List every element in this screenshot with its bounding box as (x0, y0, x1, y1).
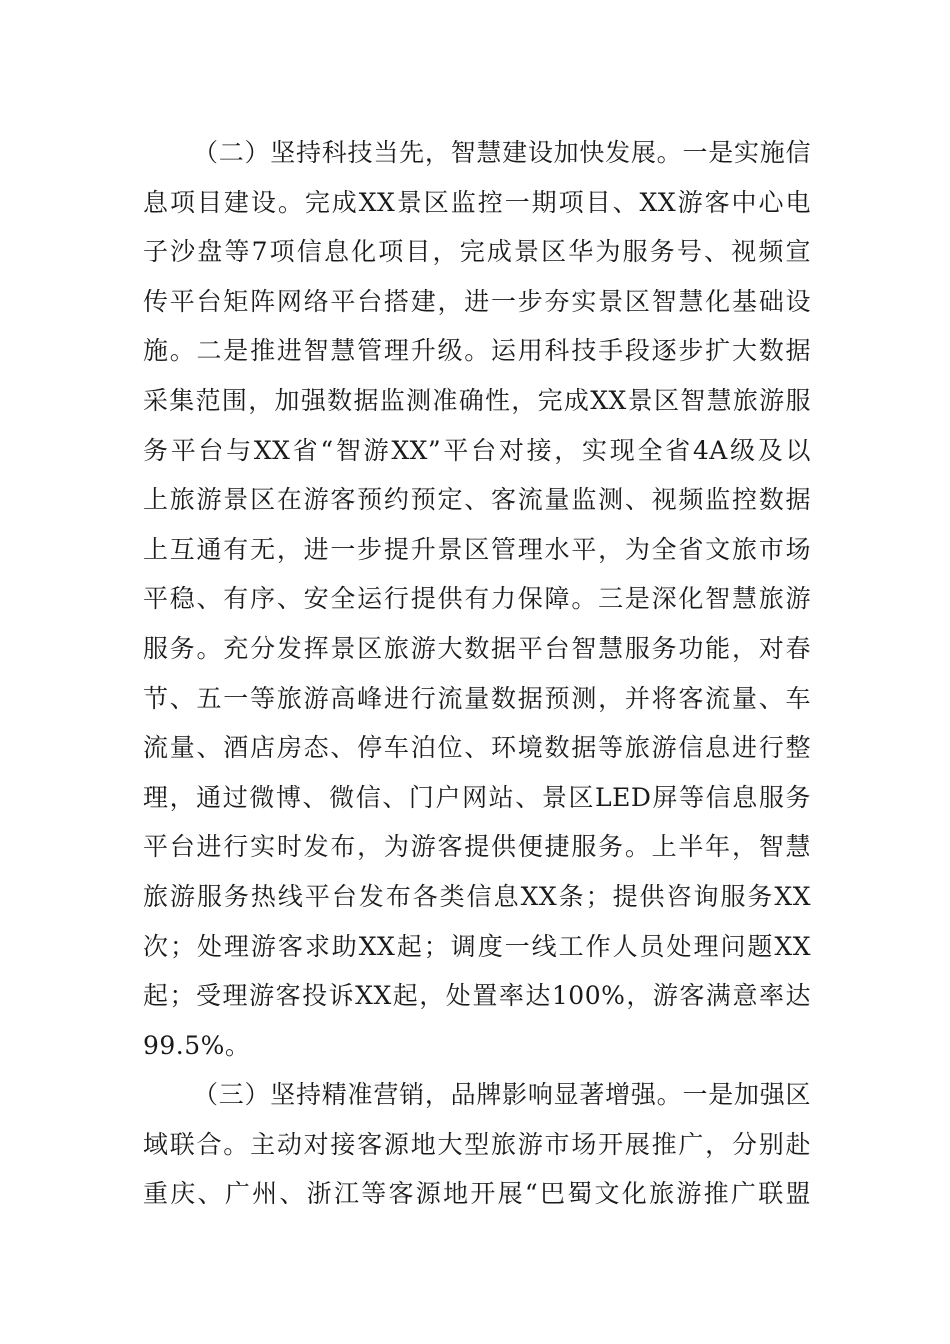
text-line: 上互通有无，进一步提升景区管理水平，为全省文旅市场 (143, 534, 811, 564)
text-line: 子沙盘等7项信息化项目，完成景区华为服务号、视频宣 (143, 237, 811, 267)
text-line: 次；处理游客求助XX起；调度一线工作人员处理问题XX (143, 931, 811, 961)
text-line: 旅游服务热线平台发布各类信息XX条；提供咨询服务XX (143, 881, 811, 911)
paragraph-precision-marketing (143, 1070, 811, 1219)
text-line: 上旅游景区在游客预约预定、客流量监测、视频监控数据 (143, 485, 811, 515)
paragraph-smart-construction (143, 128, 811, 1070)
text-line: 采集范围，加强数据监测准确性，完成XX景区智慧旅游服 (143, 385, 811, 415)
text-line: 重庆、广州、浙江等客源地开展“巴蜀文化旅游推广联盟 (143, 1179, 811, 1209)
text-line: 服务。充分发挥景区旅游大数据平台智慧服务功能，对春 (143, 633, 811, 663)
text-line: 务平台与XX省“智游XX”平台对接，实现全省4A级及以 (143, 435, 811, 465)
text-line: 平稳、有序、安全运行提供有力保障。三是深化智慧旅游 (143, 584, 811, 614)
text-line: 流量、酒店房态、停车泊位、环境数据等旅游信息进行整 (143, 733, 811, 763)
text-line: （三）坚持精准营销，品牌影响显著增强。一是加强区 (193, 1080, 811, 1110)
text-line: 施。二是推进智慧管理升级。运用科技手段逐步扩大数据 (143, 336, 811, 366)
document-body (143, 128, 811, 1219)
text-line: 理，通过微博、微信、门户网站、景区LED屏等信息服务 (143, 782, 811, 812)
text-line: 域联合。主动对接客源地大型旅游市场开展推广，分别赴 (143, 1129, 811, 1159)
text-line: （二）坚持科技当先，智慧建设加快发展。一是实施信 (193, 138, 811, 167)
text-line: 传平台矩阵网络平台搭建，进一步夯实景区智慧化基础设 (143, 286, 811, 316)
text-line: 平台进行实时发布，为游客提供便捷服务。上半年，智慧 (143, 832, 811, 862)
text-line: 99.5%。 (143, 1030, 251, 1060)
text-line: 息项目建设。完成XX景区监控一期项目、XX游客中心电 (143, 187, 811, 217)
text-line: 起；受理游客投诉XX起，处置率达100%，游客满意率达 (143, 981, 811, 1011)
text-line: 节、五一等旅游高峰进行流量数据预测，并将客流量、车 (143, 683, 811, 713)
